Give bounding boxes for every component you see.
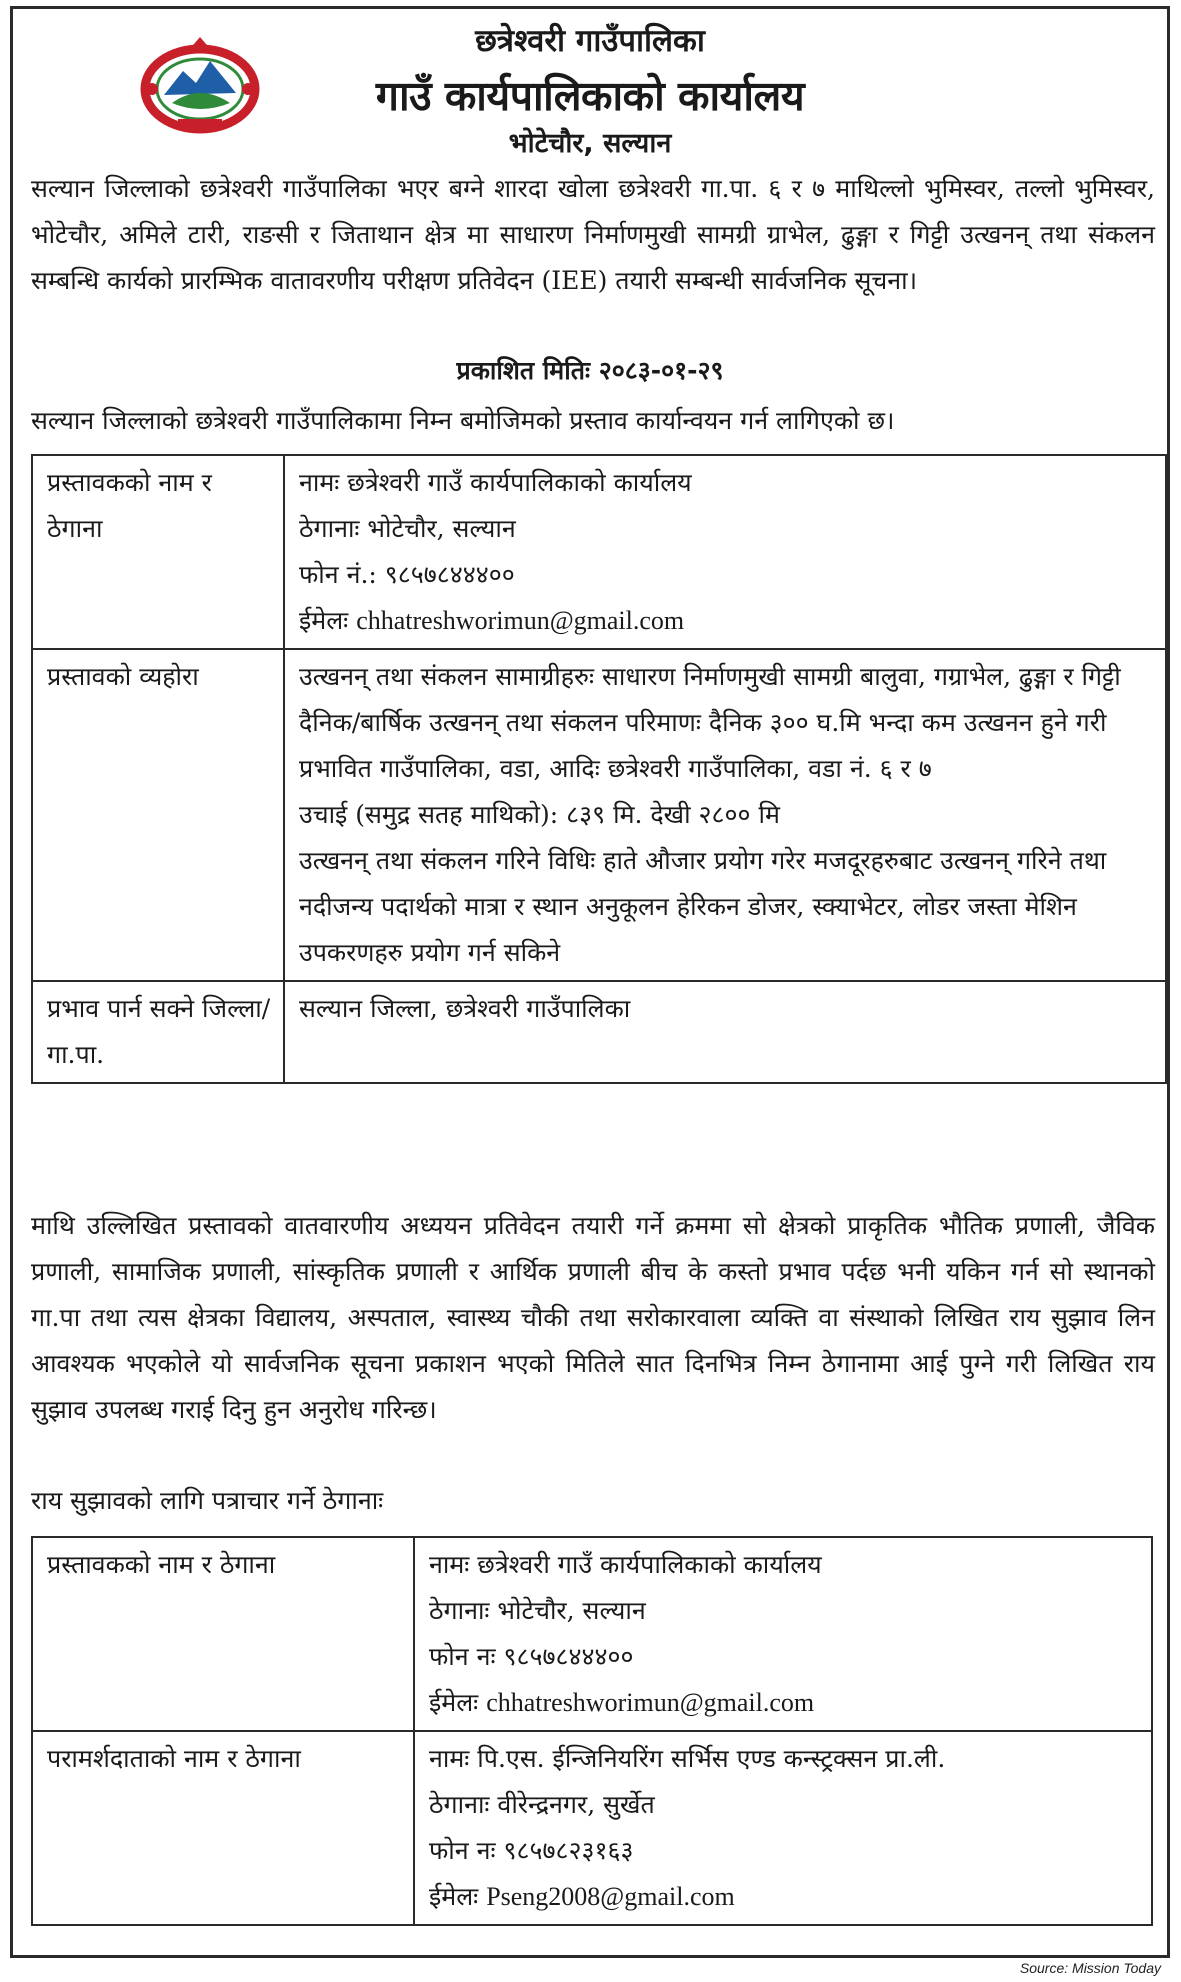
proponent-details xyxy=(284,455,1166,649)
consultant-address: ठेगानाः वीरेन्द्रनगर, सुर्खेत xyxy=(429,1790,655,1819)
table-row xyxy=(32,649,1166,981)
consultant-name: नामः पि.एस. ईन्जिनियरिंग सर्भिस एण्ड कन्स्ट्रक्सन प्रा.ली. xyxy=(429,1744,946,1773)
proponent-name: नामः छत्रेश्वरी गाउँ कार्यपालिकाको कार्यालय xyxy=(429,1550,822,1579)
affected-area-value: सल्यान जिल्ला, छत्रेश्वरी गाउँपालिका xyxy=(284,981,1166,1083)
proponent-email: chhatreshworimun@gmail.com xyxy=(356,606,685,635)
proposal-description xyxy=(284,649,1166,981)
consultant-label: परामर्शदाताको नाम र ठेगाना xyxy=(32,1731,414,1925)
request-paragraph: माथि उल्लिखित प्रस्तावको वातवारणीय अध्ययन प्रतिवेदन तयारी गर्ने क्रममा सो क्षेत्रको प्राकृतिक भौतिक प्रणाली, जैविक प्रणाली, सामाजिक प्रणाली, सांस्कृतिक प्रणाली र आर्थिक प्रणाली बीच के कस्तो प्रभाव पर्दछ भनी यकिन गर्न सो स्थानको गा.पा तथा त्यस क्षेत्रका विद्यालय, अस्पताल, स्वास्थ्य चौकी तथा सरोकारवाला व्यक्ति वा संस्थाको लिखित राय सुझाव लिन आवश्यक भएकोले यो सार्वजनिक सूचना प्रकाशन भएको मितिले सात दिनभित्र निम्न ठेगानामा आई पुग्ने गरी लिखित राय सुझाव उपलब्ध गराई दिनु हुन अनुरोध गरिन्छ। xyxy=(31,1211,1155,1424)
method-text: उत्खनन् तथा संकलन गरिने विधिः हाते औजार प्रयोग गरेर मजदूरहरुबाट उत्खनन् गरिने तथा नदीजन्य पदार्थको मात्रा र स्थान अनुकूलन हेरिकन डोजर, स्क्याभेटर, लोडर जस्ता मेशिन उपकरणहरु प्रयोग गर्न सकिने xyxy=(299,846,1107,967)
address-heading: राय सुझावको लागि पत्राचार गर्ने ठेगानाः xyxy=(31,1486,384,1515)
quantity-text: दैनिक/बार्षिक उत्खनन् तथा संकलन परिमाणः दैनिक ३०० घ.मि भन्दा कम उत्खनन हुने गरी xyxy=(299,708,1107,737)
source-credit: Source: Mission Today xyxy=(1019,1960,1161,1976)
municipality-name: छत्रेश्वरी गाउँपालिका xyxy=(475,23,705,59)
proponent-phone: फोन नं.: ९८५७८४४४०० xyxy=(299,560,515,589)
email-label: ईमेलः xyxy=(429,1882,479,1911)
office-name: गाउँ कार्यपालिकाको कार्यालय xyxy=(375,72,805,120)
proposal-description-label: प्रस्तावको व्यहोरा xyxy=(32,649,284,981)
proponent-details xyxy=(414,1537,1152,1731)
lead-sentence: सल्यान जिल्लाको छत्रेश्वरी गाउँपालिकामा निम्न बमोजिमको प्रस्ताव कार्यान्वयन गर्न लागिएको छ। xyxy=(31,406,895,435)
table-row xyxy=(32,1537,1152,1731)
consultant-phone: फोन नः ९८५७८२३१६३ xyxy=(429,1836,634,1865)
table-row xyxy=(32,455,1166,649)
proponent-label: प्रस्तावकको नाम र ठेगाना xyxy=(32,455,284,649)
contact-address-table xyxy=(31,1536,1153,1926)
office-location: भोटेचौर, सल्यान xyxy=(508,128,672,159)
table-row xyxy=(32,981,1166,1083)
proponent-address: ठेगानाः भोटेचौर, सल्यान xyxy=(299,514,516,543)
proponent-phone: फोन नः ९८५७८४४४०० xyxy=(429,1642,634,1671)
proposal-details-table xyxy=(31,454,1167,1084)
consultant-email-line xyxy=(429,1874,1141,1920)
consultant-email: Pseng2008@gmail.com xyxy=(486,1882,735,1911)
email-label: ईमेलः xyxy=(429,1688,479,1717)
published-date: प्रकाशित मितिः २०८३-०१-२९ xyxy=(456,356,724,385)
intro-paragraph: सल्यान जिल्लाको छत्रेश्वरी गाउँपालिका भएर बग्ने शारदा खोला छत्रेश्वरी गा.पा. ६ र ७ माथिल्लो भुमिस्वर, तल्लो भुमिस्वर, भोटेचौर, अमिले टारी, राङसी र जिताथान क्षेत्र मा साधारण निर्माणमुखी सामग्री ग्राभेल, ढुङ्गा र गिट्टी उत्खनन् तथा संकलन सम्बन्धि कार्यको प्रारम्भिक वातावरणीय परीक्षण प्रतिवेदन (IEE) तयारी सम्बन्धी सार्वजनिक सूचना। xyxy=(31,174,1155,295)
affected-ward-text: प्रभावित गाउँपालिका, वडा, आदिः छत्रेश्वरी गाउँपालिका, वडा नं. ६ र ७ xyxy=(299,754,932,783)
affected-area-label: प्रभाव पार्न सक्ने जिल्ला/ गा.पा. xyxy=(32,981,284,1083)
proponent-email: chhatreshworimun@gmail.com xyxy=(486,1688,815,1717)
proponent-label: प्रस्तावकको नाम र ठेगाना xyxy=(32,1537,414,1731)
proponent-address: ठेगानाः भोटेचौर, सल्यान xyxy=(429,1596,646,1625)
table-row xyxy=(32,1731,1152,1925)
consultant-details xyxy=(414,1731,1152,1925)
proponent-email-line xyxy=(429,1680,1141,1726)
email-label: ईमेलः xyxy=(299,606,349,635)
notice-header xyxy=(13,9,1167,169)
proponent-name: नामः छत्रेश्वरी गाउँ कार्यपालिकाको कार्यालय xyxy=(299,468,692,497)
elevation-text: उचाई (समुद्र सतह माथिको): ८३९ मि. देखी २८०० मि xyxy=(299,800,780,829)
notice-page xyxy=(10,6,1170,1958)
proponent-email-line xyxy=(299,598,1155,644)
materials-text: उत्खनन् तथा संकलन सामाग्रीहरुः साधारण निर्माणमुखी सामग्री बालुवा, गग्राभेल, ढुङ्गा र गिट्टी xyxy=(299,662,1121,691)
